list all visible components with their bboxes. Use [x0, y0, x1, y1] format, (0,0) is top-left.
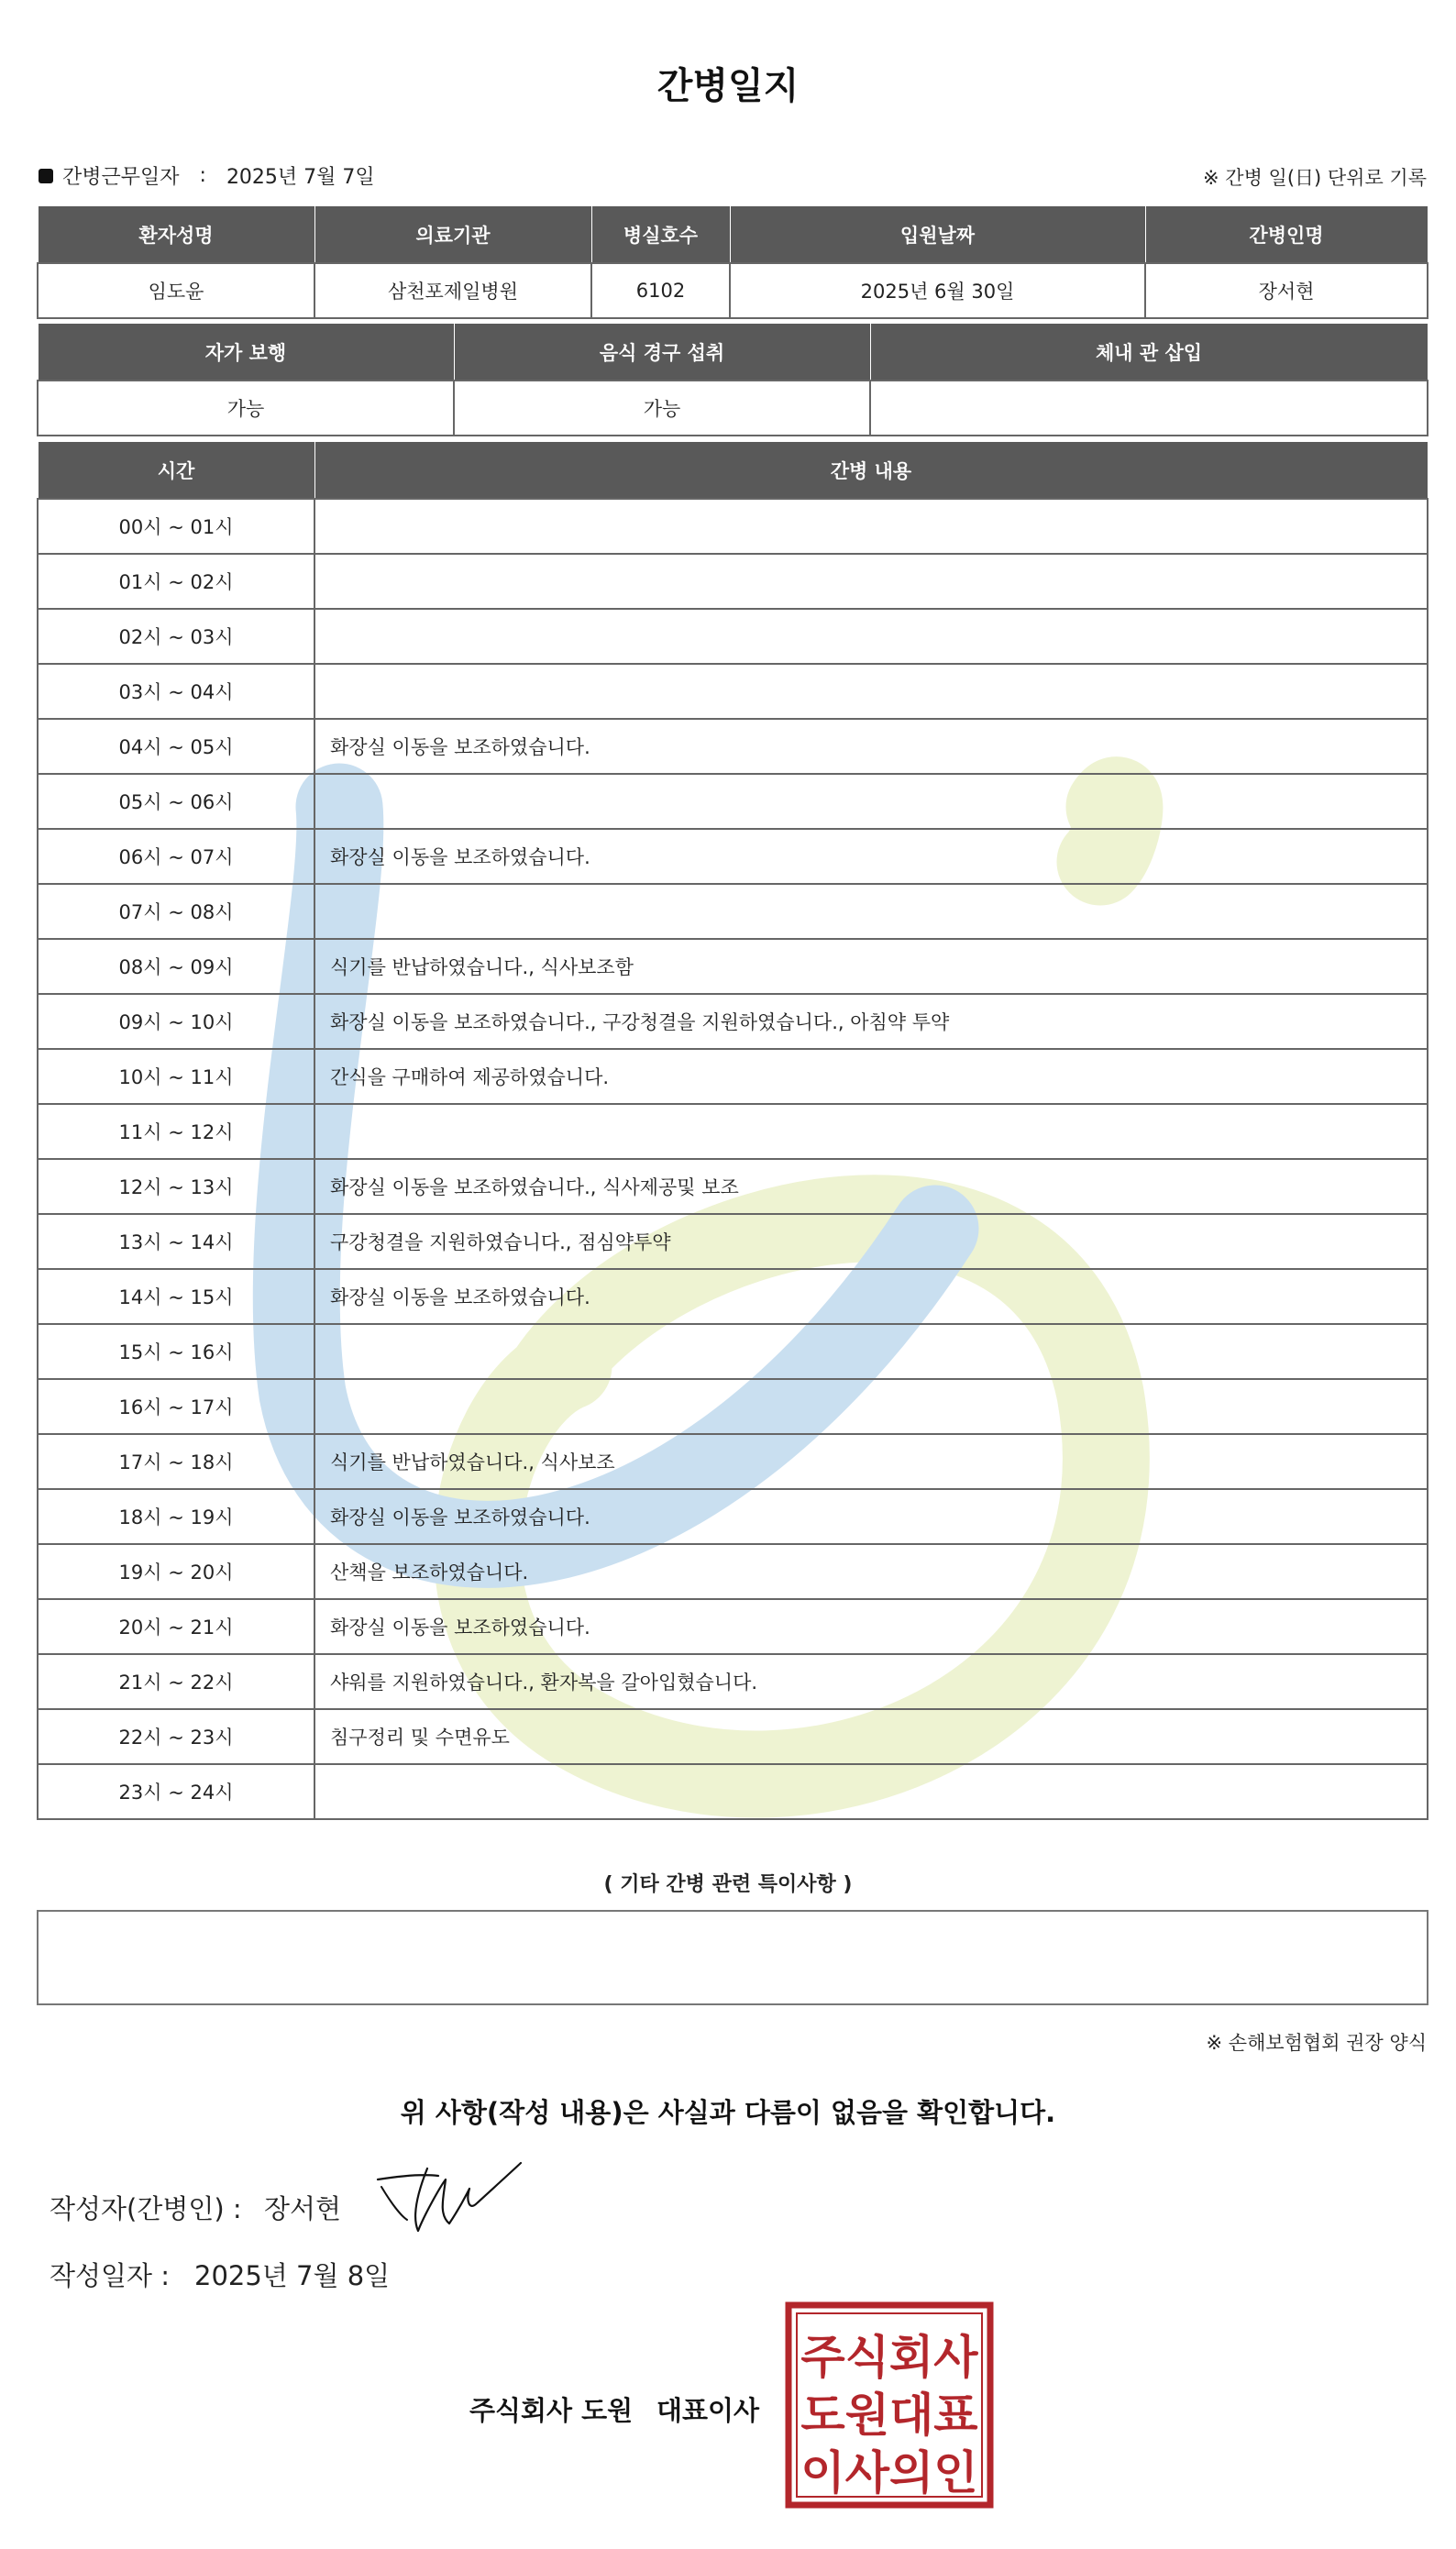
- table-row: [38, 499, 1428, 554]
- time-cell: 21시 ~ 22시: [38, 1654, 314, 1709]
- page-title: 간병일지: [656, 65, 800, 107]
- table-row: [38, 719, 1428, 774]
- care-note-cell: [314, 1764, 1428, 1819]
- time-cell: 02시 ~ 03시: [38, 609, 314, 664]
- care-note-cell: [314, 1324, 1428, 1379]
- time-cell: 00시 ~ 01시: [38, 499, 314, 554]
- time-cell: 11시 ~ 12시: [38, 1104, 314, 1159]
- care-note-cell: [314, 1104, 1428, 1159]
- written-date-label: 작성일자 :: [50, 2260, 171, 2291]
- care-note-cell: 식기를 반납하였습니다., 식사보조: [314, 1434, 1428, 1489]
- time-cell: 08시 ~ 09시: [38, 939, 314, 994]
- signature: [374, 2159, 525, 2242]
- header-patient-name: 환자성명: [38, 206, 314, 264]
- patient-status-table: [37, 323, 1428, 436]
- tube-insertion-value: [870, 381, 1428, 436]
- care-note-cell: [314, 1379, 1428, 1434]
- time-cell: 16시 ~ 17시: [38, 1379, 314, 1434]
- work-date-colon: :: [199, 164, 206, 187]
- care-note-cell: 화장실 이동을 보조하였습니다.: [314, 829, 1428, 884]
- table-row: [38, 609, 1428, 664]
- writer-label: 작성자(간병인) :: [50, 2193, 242, 2224]
- care-note-cell: 화장실 이동을 보조하였습니다.: [314, 719, 1428, 774]
- caregiver-name: 장서현: [1145, 263, 1428, 318]
- care-note-cell: 화장실 이동을 보조하였습니다., 식사제공및 보조: [314, 1159, 1428, 1214]
- care-note-cell: 산책을 보조하였습니다.: [314, 1544, 1428, 1599]
- care-note-cell: [314, 609, 1428, 664]
- care-note-cell: [314, 774, 1428, 829]
- time-cell: 13시 ~ 14시: [38, 1214, 314, 1269]
- time-cell: 12시 ~ 13시: [38, 1159, 314, 1214]
- time-cell: 01시 ~ 02시: [38, 554, 314, 609]
- care-note-cell: [314, 554, 1428, 609]
- care-note-cell: 화장실 이동을 보조하였습니다.: [314, 1489, 1428, 1544]
- table-row: [38, 939, 1428, 994]
- time-cell: 03시 ~ 04시: [38, 664, 314, 719]
- table-row: [38, 1049, 1428, 1104]
- table-row: [38, 1709, 1428, 1764]
- work-date-value: 2025년 7월 7일: [226, 166, 375, 189]
- care-log-table: [37, 441, 1428, 1820]
- seal-line-2: 도원대표: [800, 2389, 978, 2442]
- care-note-cell: 화장실 이동을 보조하였습니다., 구강청결을 지원하였습니다., 아침약 투약: [314, 994, 1428, 1049]
- care-note-cell: [314, 884, 1428, 939]
- care-note-cell: 간식을 구매하여 제공하였습니다.: [314, 1049, 1428, 1104]
- table-row: [38, 554, 1428, 609]
- square-bullet-icon: [39, 169, 53, 183]
- time-cell: 09시 ~ 10시: [38, 994, 314, 1049]
- time-cell: 18시 ~ 19시: [38, 1489, 314, 1544]
- writer-name: 장서현: [264, 2193, 342, 2224]
- table-row: [38, 884, 1428, 939]
- table-row: [38, 1489, 1428, 1544]
- table-row: [38, 1324, 1428, 1379]
- work-date-label: 간병근무일자: [62, 166, 180, 189]
- time-cell: 07시 ~ 08시: [38, 884, 314, 939]
- header-time: 시간: [38, 442, 314, 500]
- table-row: [38, 774, 1428, 829]
- room-number: 6102: [591, 263, 730, 318]
- header-hospital: 의료기관: [314, 206, 591, 264]
- patient-info-table: [37, 205, 1428, 319]
- time-cell: 19시 ~ 20시: [38, 1544, 314, 1599]
- confirmation-statement: 위 사항(작성 내용)은 사실과 다름이 없음을 확인합니다.: [400, 2097, 1056, 2128]
- table-row: [38, 1599, 1428, 1654]
- hospital-name: 삼천포제일병원: [314, 263, 591, 318]
- header-self-walking: 자가 보행: [38, 324, 454, 381]
- table-row: [38, 1269, 1428, 1324]
- special-notes-label: ( 기타 간병 관련 특이사항 ): [603, 1873, 853, 1896]
- care-note-cell: [314, 499, 1428, 554]
- care-note-cell: 식기를 반납하였습니다., 식사보조함: [314, 939, 1428, 994]
- time-cell: 17시 ~ 18시: [38, 1434, 314, 1489]
- time-cell: 14시 ~ 15시: [38, 1269, 314, 1324]
- care-note-cell: 침구정리 및 수면유도: [314, 1709, 1428, 1764]
- table-row: [38, 1214, 1428, 1269]
- company-name: 주식회사 도원: [469, 2395, 634, 2426]
- oral-intake-value: 가능: [454, 381, 870, 436]
- time-cell: 04시 ~ 05시: [38, 719, 314, 774]
- table-row: [38, 1379, 1428, 1434]
- table-row: [38, 1544, 1428, 1599]
- company-seal: [785, 2301, 994, 2509]
- time-cell: 06시 ~ 07시: [38, 829, 314, 884]
- care-note-cell: [314, 664, 1428, 719]
- time-cell: 20시 ~ 21시: [38, 1599, 314, 1654]
- care-note-cell: 샤워를 지원하였습니다., 환자복을 갈아입혔습니다.: [314, 1654, 1428, 1709]
- care-note-cell: 구강청결을 지원하였습니다., 점심약투약: [314, 1214, 1428, 1269]
- record-unit-note: ※ 간병 일(日) 단위로 기록: [1203, 167, 1427, 189]
- seal-line-1: 주식회사: [800, 2331, 978, 2384]
- time-cell: 23시 ~ 24시: [38, 1764, 314, 1819]
- table-row: [38, 1159, 1428, 1214]
- time-cell: 05시 ~ 06시: [38, 774, 314, 829]
- header-admission-date: 입원날짜: [730, 206, 1145, 264]
- table-row: [38, 1434, 1428, 1489]
- header-caregiver-name: 간병인명: [1145, 206, 1428, 264]
- care-note-cell: 화장실 이동을 보조하였습니다.: [314, 1599, 1428, 1654]
- time-cell: 10시 ~ 11시: [38, 1049, 314, 1104]
- recommended-form-note: ※ 손해보험협회 권장 양식: [1206, 2032, 1427, 2054]
- header-care-content: 간병 내용: [314, 442, 1428, 500]
- header-room-number: 병실호수: [591, 206, 730, 264]
- header-oral-intake: 음식 경구 섭취: [454, 324, 870, 381]
- table-row: [38, 664, 1428, 719]
- table-row: [38, 1764, 1428, 1819]
- table-row: [38, 1104, 1428, 1159]
- header-tube-insertion: 체내 관 삽입: [870, 324, 1428, 381]
- time-cell: 22시 ~ 23시: [38, 1709, 314, 1764]
- written-date-value: 2025년 7월 8일: [194, 2260, 391, 2291]
- special-notes-box: [37, 1910, 1428, 2005]
- self-walking-value: 가능: [38, 381, 454, 436]
- ceo-title: 대표이사: [656, 2395, 760, 2426]
- table-row: [38, 1654, 1428, 1709]
- seal-line-3: 이사의인: [800, 2446, 978, 2499]
- time-cell: 15시 ~ 16시: [38, 1324, 314, 1379]
- table-row: [38, 994, 1428, 1049]
- admission-date: 2025년 6월 30일: [730, 263, 1145, 318]
- patient-name: 임도윤: [38, 263, 314, 318]
- table-row: [38, 829, 1428, 884]
- work-date: [39, 161, 375, 190]
- care-note-cell: 화장실 이동을 보조하였습니다.: [314, 1269, 1428, 1324]
